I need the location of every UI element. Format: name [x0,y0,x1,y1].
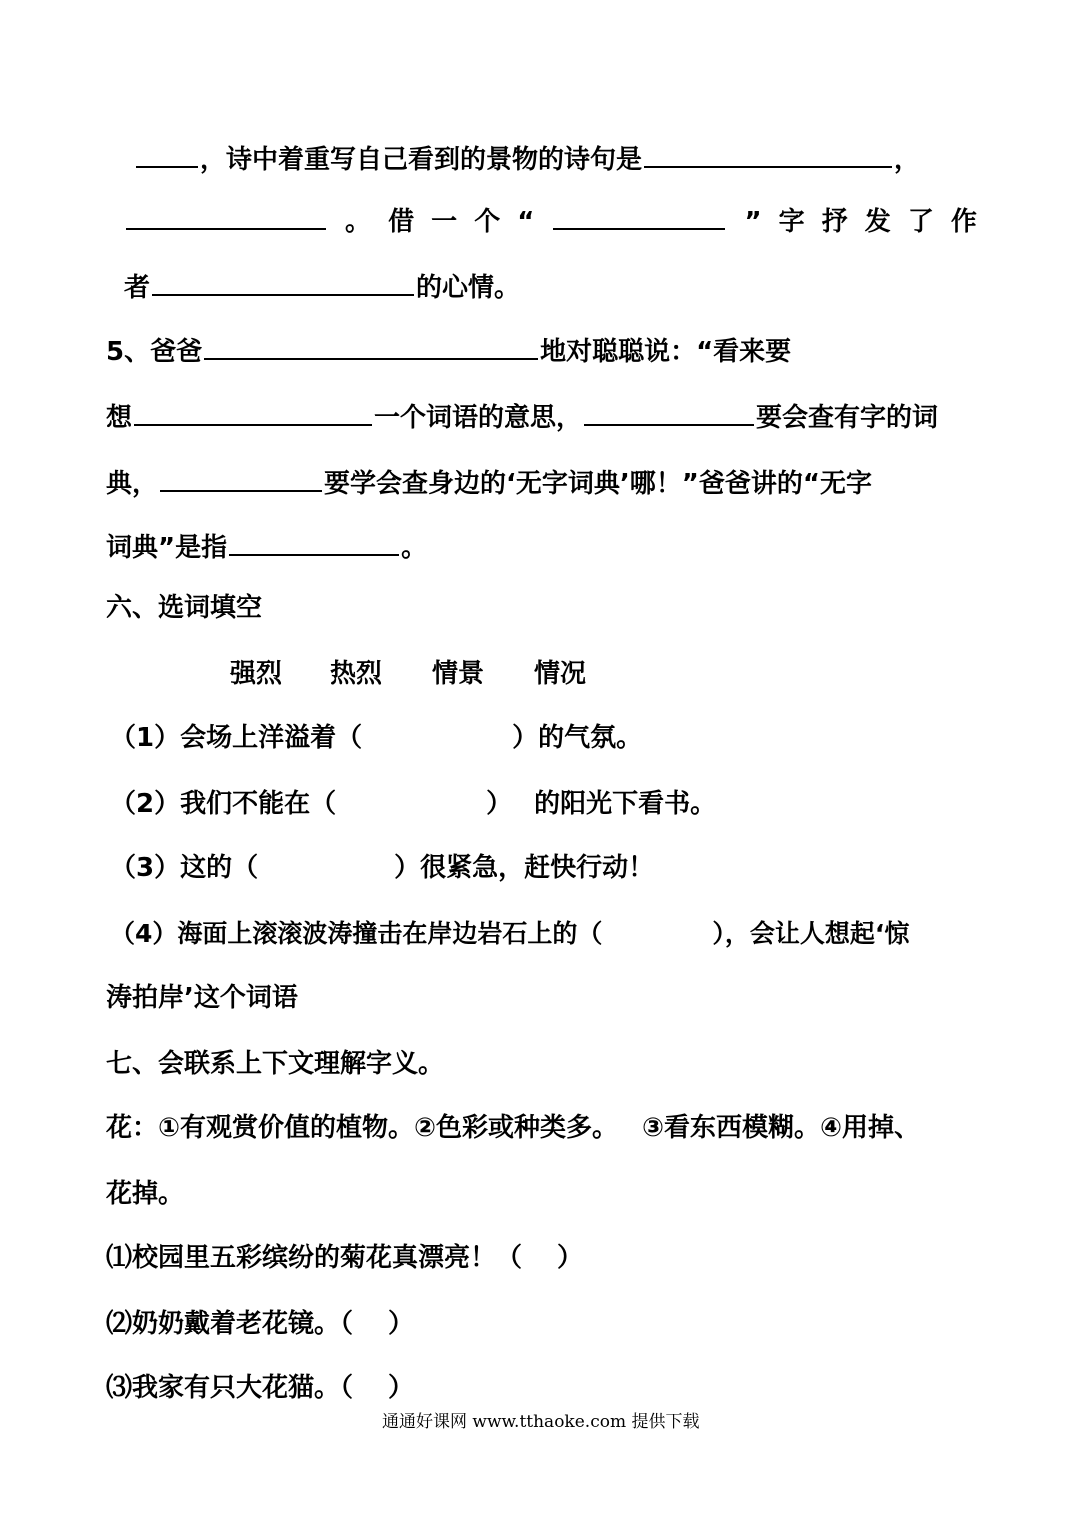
word-bank-item: 强烈 [230,659,283,689]
answer-blank[interactable] [126,200,326,230]
q5-text: 地对聪聪说：“看来要 [540,337,792,367]
answer-blank[interactable] [136,138,198,168]
word-bank-item: 情景 [432,659,485,689]
q5-line-1 [106,330,791,366]
answer-blank[interactable] [584,396,754,426]
q4-char: 借 [388,207,415,237]
word-bank-item: 情况 [534,659,587,689]
section6-title: 六、选词填空 [106,593,263,623]
section6-item-3 [110,850,654,886]
answer-blank[interactable] [152,266,414,296]
q4-char: 。 [345,207,372,237]
item-text: （4）海面上滚滚波涛撞击在岸边岩石上的（ [110,919,603,948]
q4-char: 抒 [821,207,848,237]
section7-title: 七、会联系上下文理解字义。 [106,1049,445,1079]
item-text: （3）这的（ [110,853,259,883]
section6-item-4-cont: 涛拍岸’这个词语 [106,983,298,1013]
q4-text: ，诗中着重写自己看到的景物的诗句是 [200,145,643,175]
section6-item-1 [110,720,642,756]
q4-char: 个 [474,207,501,237]
q5-text: 5、爸爸 [106,337,203,367]
section6-item-2 [110,786,716,822]
definition-text: 花：①有观赏价值的植物。②色彩或种类多。 [106,1113,619,1143]
answer-blank[interactable] [229,526,399,556]
q5-line-2 [106,396,938,432]
answer-blank[interactable] [204,330,538,360]
answer-blank[interactable] [134,396,372,426]
q4-text: 者 [124,273,151,303]
answer-blank[interactable] [644,138,892,168]
q4-char: 了 [907,207,934,237]
q5-line-3 [106,462,872,498]
section6-item-4 [110,916,909,952]
item-text: 的阳光下看书。 [534,789,717,819]
q4-char: “ [517,207,535,237]
q4-char: 一 [431,207,458,237]
q4-char: ” [744,207,762,237]
item-text: （1）会场上洋溢着（ [110,723,363,753]
definition-text: ③看东西模糊。④用掉、 [642,1113,921,1143]
page-footer: 通通好课网 www.tthaoke.com 提供下载 [382,1412,700,1432]
item-text: （2）我们不能在（ [110,789,337,819]
q5-text: 想 [106,403,133,433]
definitions-line-1 [106,1110,920,1146]
answer-blank[interactable] [553,200,725,230]
q4-line-2 [124,200,977,236]
item-text: ）很紧急，赶快行动！ [394,853,655,883]
q4-char: 作 [950,207,977,237]
q4-char: 字 [778,207,805,237]
section7-item-1: ⑴校园里五彩缤纷的菊花真漂亮！（ ） [106,1243,584,1273]
answer-blank[interactable] [160,462,322,492]
q4-char: 发 [864,207,891,237]
definitions-line-2: 花掉。 [106,1179,185,1209]
item-text: ） [486,789,513,819]
q5-text: 典， [106,469,159,499]
item-text: ）的气氛。 [512,723,643,753]
q5-text: 要会查有字的词 [756,403,939,433]
section7-item-2: ⑵奶奶戴着老花镜。（ ） [106,1309,415,1339]
q5-text: 一个词语的意思， [374,403,583,433]
q5-text: 词典”是指 [106,533,228,563]
word-bank-item: 热烈 [330,659,383,689]
q4-text: 的心情。 [416,273,521,303]
q5-text: 要学会查身边的‘无字词典’哪！”爸爸讲的“无字 [324,469,872,499]
q5-line-4 [106,526,427,562]
q4-line-1 [134,138,920,174]
word-bank [230,656,586,692]
q4-line-3 [124,266,520,302]
q5-text: 。 [401,533,428,563]
section7-item-3: ⑶我家有只大花猫。（ ） [106,1373,415,1403]
q4-text: ， [894,145,921,175]
item-text: ），会让人想起‘惊 [712,919,910,948]
